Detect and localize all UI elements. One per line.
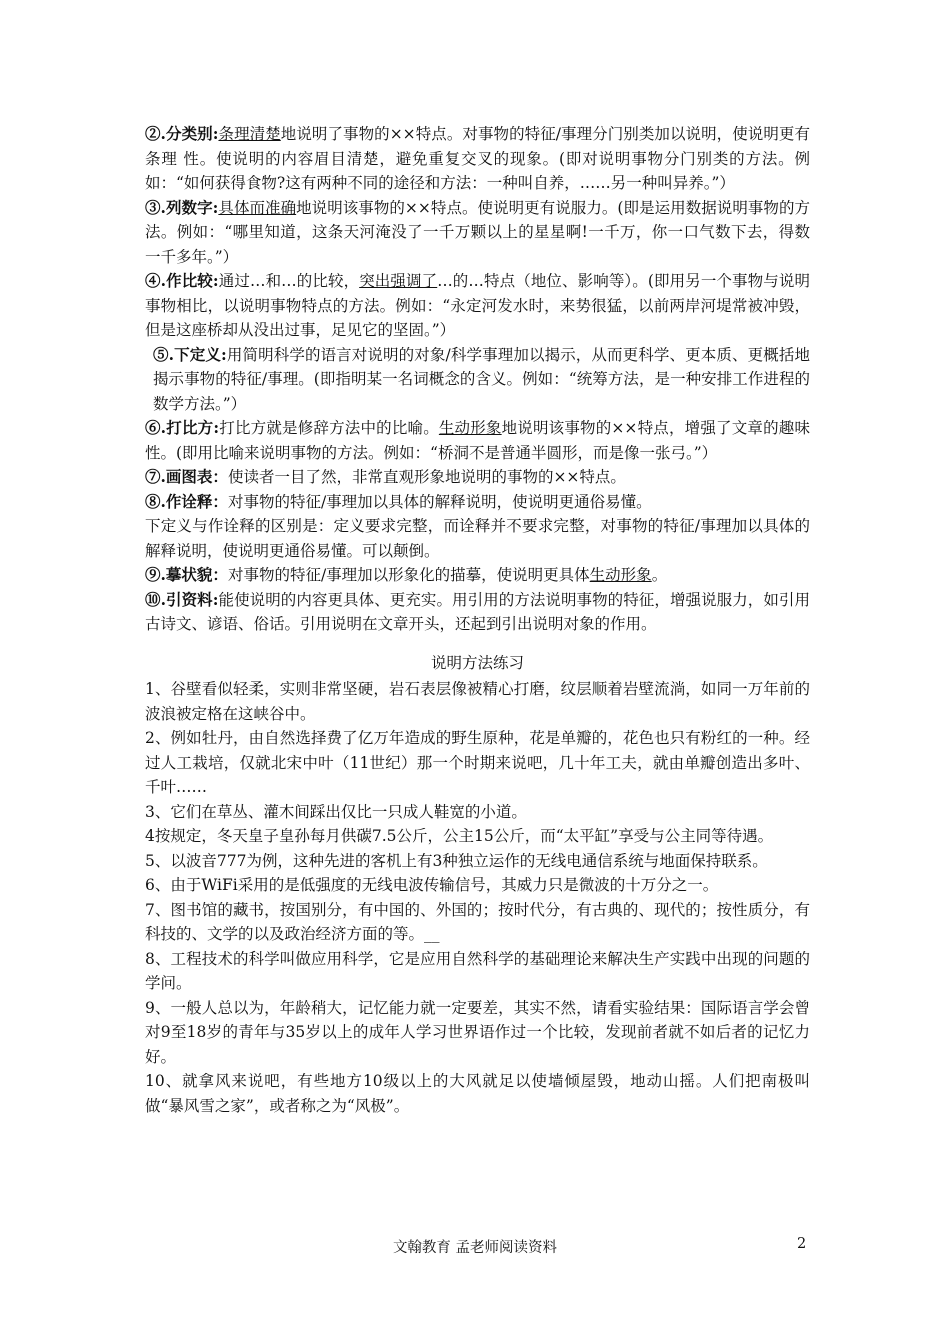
method-item xyxy=(145,343,810,417)
exercise-item: 7、图书馆的藏书，按国别分，有中国的、外国的；按时代分，有古典的、现代的；按性质分，有科技的、文学的以及政治经济方面的等。__ xyxy=(145,900,810,943)
method-colon: : xyxy=(212,124,219,143)
page-content xyxy=(145,122,810,1118)
page-number: 2 xyxy=(797,1236,807,1252)
method-text: 用简明科学的语言对说明的对象/科学事理加以揭示，从而更科学、更本质、更概括地揭示事物的特征/事理。(即指明某一名词概念的含义。例如：“统筹方法，是一种安排工作进程的数学方法。”） xyxy=(153,345,810,413)
method-colon: : xyxy=(221,344,227,364)
method-number: ③. xyxy=(145,197,166,217)
method-number: ⑩. xyxy=(145,589,166,609)
exercise-item: 1、谷壁看似轻柔，实则非常坚硬，岩石表层像被精心打磨，纹层顺着岩壁流淌，如同一万年前的波浪被定格在这峡谷中。 xyxy=(145,680,810,723)
method-item xyxy=(145,465,810,490)
method-number: ⑧. xyxy=(145,491,166,511)
method-text-pre: 打比方就是修辞方法中的比喻。 xyxy=(219,419,439,437)
method-name: 引资料 xyxy=(165,589,213,609)
method-number: ④. xyxy=(145,271,166,290)
method-colon: ： xyxy=(212,491,228,511)
method-text: 使读者一目了然，非常直观形象地说明的事物的××特点。 xyxy=(227,468,626,486)
method-underlined-phrase: 生动形象 xyxy=(438,419,502,437)
definition-vs-annotation-note: 下定义与作诠释的区别是：定义要求完整，而诠释并不要求完整，对事物的特征/事理加以具体的解释说明，使说明更通俗易懂。可以颠倒。 xyxy=(145,517,810,560)
method-item xyxy=(145,563,810,588)
method-number: ⑦. xyxy=(145,467,166,486)
method-name: 作比较 xyxy=(166,271,213,290)
method-item xyxy=(145,122,810,196)
method-item xyxy=(145,416,810,465)
method-item xyxy=(145,490,810,515)
exercise-item: 9、一般人总以为，年龄稍大，记忆能力就一定要差，其实不然，请看实验结果：国际语言学会曾对9至18岁的青年与35岁以上的成年人学习世界语作过一个比较，发现前者就不如后者的记忆力好。 xyxy=(145,998,810,1066)
method-name: 列数字 xyxy=(165,197,213,217)
explanation-methods-list xyxy=(145,122,810,514)
method-item xyxy=(145,196,810,270)
method-underlined-phrase: 条理清楚 xyxy=(218,125,281,143)
exercise-item: 3、它们在草丛、灌木间踩出仅比一只成人鞋宽的小道。 xyxy=(145,802,527,821)
exercise-item: 2、例如牡丹，由自然选择费了亿万年造成的野生原种，花是单瓣的，花色也只有粉红的一种。经过人工栽培，仅就北宋中叶（11世纪）那一个时期来说吧，几十年工夫，就由单瓣创造出多叶、千叶…… xyxy=(145,729,810,796)
method-colon: ： xyxy=(212,467,228,486)
method-text: 。 xyxy=(651,566,668,584)
method-text-pre: 通过…和…的比较， xyxy=(218,272,360,290)
method-name: 打比方 xyxy=(166,418,214,437)
method-text: 地说明该事物的××特点。使说明更有说服力。(即是运用数据说明事物的方法。例如：“哪里知道，这条天河淹没了一千万颗以上的星星啊!一千万，你一口气数下去，得数一千多年。”） xyxy=(145,198,810,266)
method-text: 地说明了事物的××特点。对事物的特征/事理分门别类加以说明，使说明更有条理 性。使说明的内容眉目清楚，避免重复交叉的现象。(即对说明事物分门别类的方法。例如：“如何获得食物?这有两种不同的途径和方法：一种叫自养，……另一种叫异养。”） xyxy=(145,125,810,192)
method-colon: : xyxy=(212,271,219,290)
method-number: ②. xyxy=(145,124,166,143)
exercise-item: 6、由于WiFi采用的是低强度的无线电波传输信号，其威力只是微波的十万分之一。 xyxy=(145,876,719,894)
method-number: ⑨. xyxy=(145,565,166,584)
exercise-item: 4按规定，冬天皇子皇孙每月供碳7.5公斤，公主15公斤，而“太平缸”享受与公主同等待遇。 xyxy=(145,827,774,845)
method-underlined-phrase: 生动形象 xyxy=(589,566,652,584)
footer-text: 文翰教育 孟老师阅读资料 xyxy=(392,1240,558,1256)
method-item xyxy=(145,588,810,637)
method-text: …的…特点（地位、影响等）。(即用另一个事物与说明事物相比，以说明事物特点的方法。例如：“永定河发水时，来势很猛，以前两岸河堤常被冲毁，但是这座桥却从没出过事，足见它的坚固。”） xyxy=(145,272,810,339)
method-underlined-phrase: 具体而准确 xyxy=(218,198,297,217)
method-number: ⑤. xyxy=(153,344,175,364)
method-colon: ： xyxy=(212,565,228,584)
method-colon: : xyxy=(212,197,219,217)
method-text: 地说明该事物的××特点，增强了文章的趣味性。(即用比喻来说明事物的方法。例如：“桥洞不是普通半圆形，而是像一张弓。”） xyxy=(145,419,810,462)
method-colon: : xyxy=(212,589,219,609)
exercise-list xyxy=(145,677,810,1118)
method-name: 画图表 xyxy=(165,467,213,486)
explanation-methods-list-continued xyxy=(145,563,810,637)
exercise-item: 5、以波音777为例，这种先进的客机上有3种独立运作的无线电通信系统与地面保持联系。 xyxy=(145,851,768,870)
method-number: ⑥. xyxy=(145,418,167,437)
exercise-item: 8、工程技术的科学叫做应用科学，它是应用自然科学的基础理论来解决生产实践中出现的问题的学问。 xyxy=(145,949,810,992)
method-name: 分类别 xyxy=(165,124,213,143)
exercise-item: 10、就拿风来说吧，有些地方10级以上的大风就足以使墙倾屋毁，地动山摇。人们把南极叫做“暴风雪之家”，或者称之为“风极”。 xyxy=(145,1072,810,1115)
method-name: 下定义 xyxy=(174,344,221,364)
method-name: 摹状貌 xyxy=(165,565,213,584)
method-text-pre: 对事物的特征/事理加以形象化的描摹，使说明更具体 xyxy=(227,566,590,584)
method-text: 对事物的特征/事理加以具体的解释说明，使说明更通俗易懂。 xyxy=(227,492,652,511)
method-colon: : xyxy=(213,418,220,437)
method-underlined-phrase: 突出强调了 xyxy=(359,272,438,290)
exercise-section-title: 说明方法练习 xyxy=(430,653,524,672)
method-item xyxy=(145,269,810,343)
method-name: 作诠释 xyxy=(165,491,213,511)
method-text: 能使说明的内容更具体、更充实。用引用的方法说明事物的特征，增强说服力，如引用古诗文、谚语、俗话。引用说明在文章开头，还起到引出说明对象的作用。 xyxy=(145,590,810,633)
